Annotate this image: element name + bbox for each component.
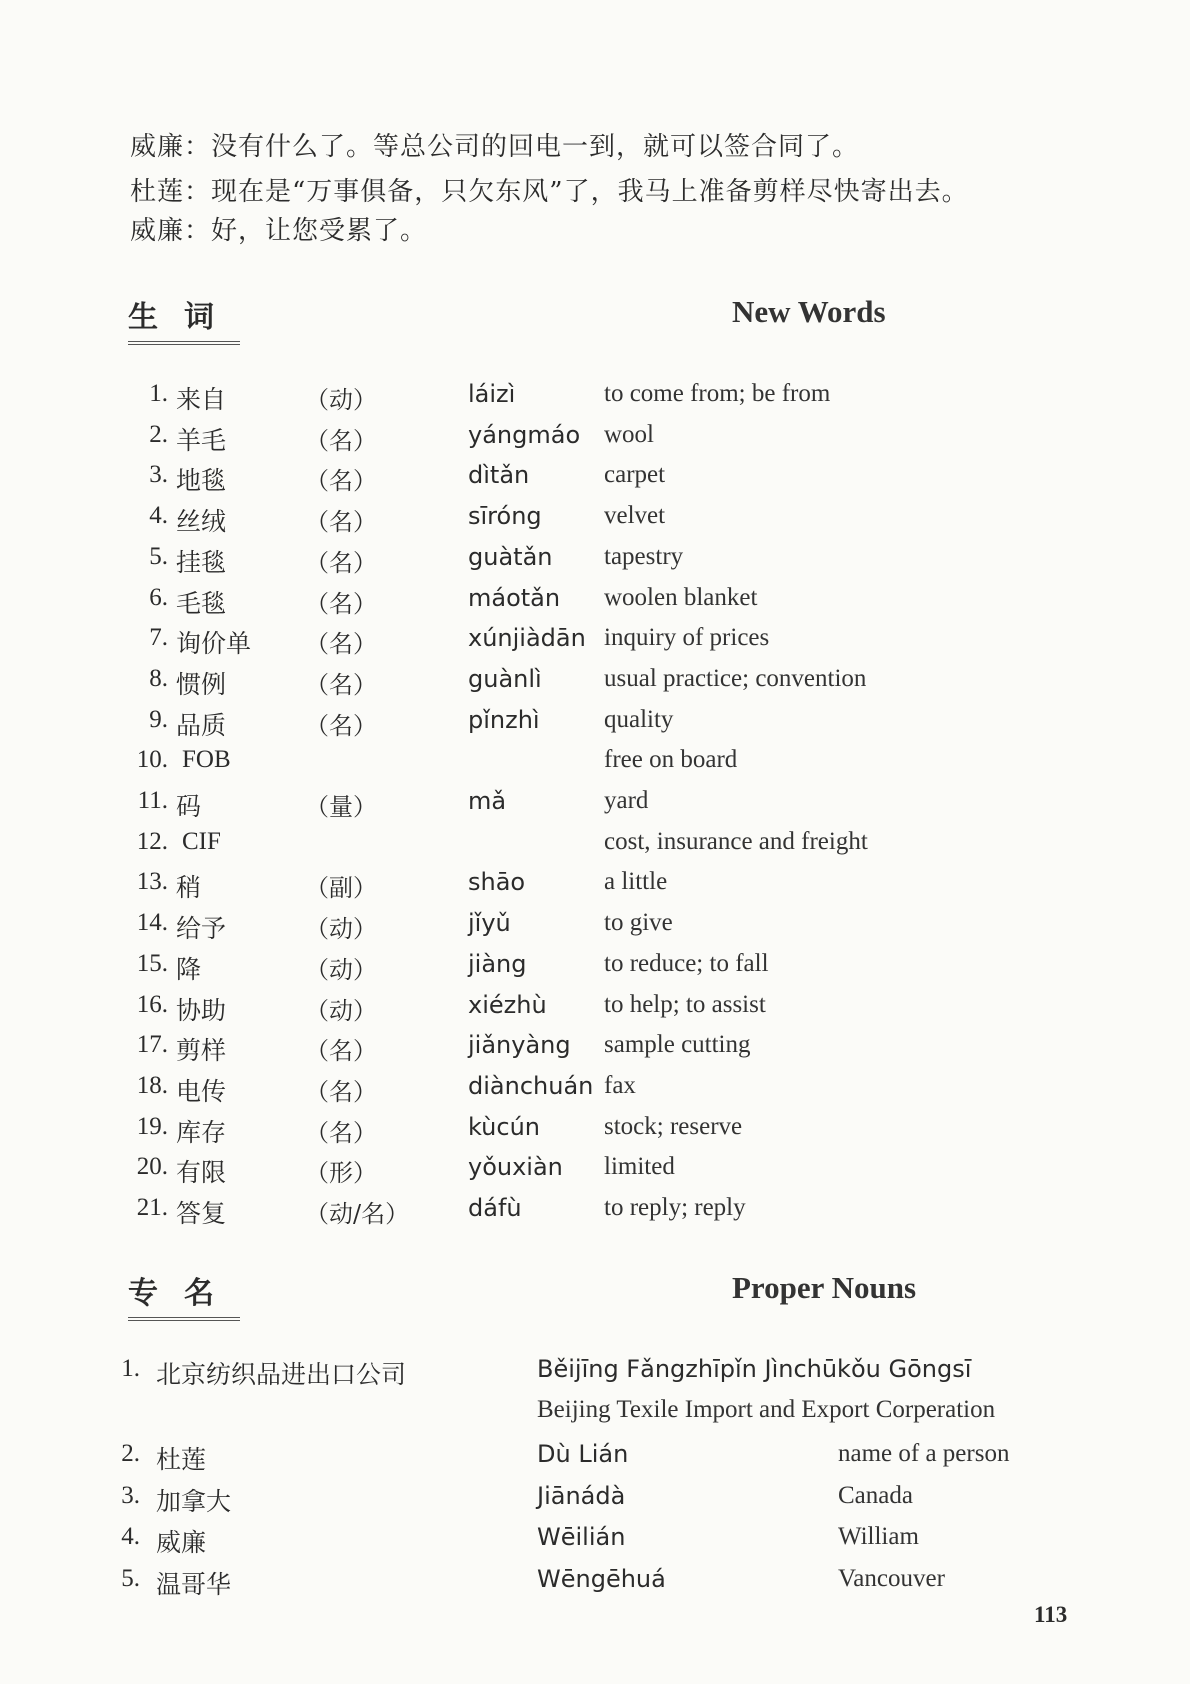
entry-hanzi: 有限: [176, 1158, 227, 1188]
dialogue-text: 没有什么了。等总公司的回电一到，就可以签合同了。: [211, 132, 860, 162]
word-entry: [0, 826, 1190, 862]
entry-english: Vancouver: [838, 1565, 945, 1592]
entry-pinyin: sīróng: [468, 502, 542, 531]
entry-pinyin: máotǎn: [468, 583, 561, 612]
dialogue-line: [130, 216, 427, 246]
entry-pinyin: guànlì: [468, 664, 542, 693]
entry-number: 4.: [121, 1523, 140, 1550]
entry-number: 1.: [149, 380, 168, 407]
entry-english: inquiry of prices: [604, 624, 770, 652]
entry-number: 1.: [121, 1355, 140, 1382]
entry-hanzi: 惯例: [176, 669, 227, 699]
entry-number: 20.: [136, 1153, 168, 1181]
entry-hanzi: 杜莲: [156, 1445, 207, 1474]
entry-pinyin: pǐnzhì: [468, 705, 540, 734]
entry-hanzi: 威廉: [156, 1528, 207, 1557]
entry-part-of-speech: （形）: [305, 1159, 377, 1188]
entry-english: fax: [604, 1071, 636, 1099]
entry-number: 7.: [149, 624, 168, 652]
entry-number: 12.: [136, 827, 168, 855]
dialogue-text: 好，让您受累了。: [211, 216, 428, 246]
entry-part-of-speech: （量）: [305, 793, 377, 821]
word-entry: [0, 907, 1190, 943]
entry-hanzi: 温哥华: [156, 1570, 232, 1599]
new-words-heading: [128, 292, 886, 345]
word-entry: [0, 1192, 1190, 1228]
entry-part-of-speech: （名）: [305, 670, 377, 699]
entry-english: carpet: [604, 461, 666, 489]
entry-english: yard: [604, 787, 649, 814]
proper-nouns-heading: [128, 1268, 917, 1321]
entry-english: limited: [604, 1153, 675, 1181]
entry-pinyin: láizì: [468, 380, 516, 408]
entry-number: 3.: [121, 1482, 140, 1509]
proper-noun-entry: [0, 1353, 1190, 1389]
entry-number: 3.: [149, 461, 168, 489]
entry-pinyin: jiàng: [468, 949, 527, 978]
word-entry: [0, 744, 1190, 780]
entry-hanzi: 库存: [176, 1117, 227, 1147]
entry-part-of-speech: （动）: [305, 955, 377, 984]
entry-number: 18.: [136, 1071, 168, 1099]
entry-number: 8.: [149, 664, 168, 692]
word-entry: [0, 500, 1190, 536]
entry-english: William: [838, 1523, 919, 1550]
word-entry: [0, 622, 1190, 658]
entry-hanzi: 羊毛: [176, 425, 227, 455]
new-words-heading-zh: 生词: [128, 300, 240, 335]
entry-part-of-speech: （名）: [305, 1118, 377, 1147]
entry-part-of-speech: （名）: [305, 711, 377, 740]
entry-pinyin: xiézhù: [468, 990, 547, 1019]
word-entry: [0, 704, 1190, 740]
entry-hanzi: 地毯: [176, 466, 227, 496]
word-entry: [0, 541, 1190, 577]
dialogue-line: [130, 132, 859, 162]
entry-hanzi: 剪样: [176, 1036, 227, 1066]
entry-hanzi: 给予: [176, 914, 227, 944]
entry-part-of-speech: （动）: [305, 996, 377, 1025]
entry-number: 15.: [136, 949, 168, 977]
entry-english: sample cutting: [604, 1031, 751, 1059]
entry-english: Canada: [838, 1482, 913, 1509]
entry-pinyin: jiǎnyàng: [468, 1031, 571, 1060]
entry-hanzi: 协助: [176, 995, 227, 1025]
entry-hanzi: 品质: [176, 710, 227, 740]
word-entry: [0, 419, 1190, 455]
entry-number: 19.: [136, 1112, 168, 1140]
entry-pinyin: dáfù: [468, 1194, 522, 1222]
entry-pinyin: Jiānádà: [537, 1482, 626, 1510]
entry-pinyin: kùcún: [468, 1112, 540, 1141]
entry-english: quality: [604, 705, 674, 733]
entry-hanzi: 北京纺织品进出口公司: [156, 1360, 407, 1389]
entry-part-of-speech: （名）: [305, 467, 377, 496]
entry-part-of-speech: （动）: [305, 915, 377, 944]
proper-noun-entry: [0, 1480, 1190, 1516]
entry-english: a little: [604, 868, 668, 896]
speaker: 威廉：: [130, 132, 212, 162]
entry-part-of-speech: （名）: [305, 1037, 377, 1066]
entry-part-of-speech: （名）: [305, 426, 377, 455]
entry-number: 13.: [136, 868, 168, 896]
entry-pinyin: xúnjiàdān: [468, 624, 586, 653]
entry-hanzi: 稍: [176, 873, 202, 903]
speaker: 杜莲：: [130, 177, 212, 207]
entry-number: 16.: [136, 990, 168, 1018]
entry-part-of-speech: （副）: [305, 874, 377, 903]
proper-nouns-heading-zh: 专名: [128, 1276, 240, 1311]
entry-hanzi: 来自: [176, 385, 227, 414]
word-entry: [0, 459, 1190, 495]
entry-number: 6.: [149, 583, 168, 611]
entry-english: to give: [604, 909, 673, 937]
entry-english: to help; to assist: [604, 990, 766, 1018]
word-entry: [0, 785, 1190, 821]
entry-hanzi: 毛毯: [176, 588, 227, 618]
entry-english: cost, insurance and freight: [604, 827, 868, 855]
entry-part-of-speech: （动）: [305, 386, 377, 414]
speaker: 威廉：: [130, 216, 212, 246]
entry-english: stock; reserve: [604, 1112, 743, 1140]
entry-number: 11.: [137, 787, 168, 814]
entry-hanzi: CIF: [182, 827, 221, 855]
entry-english: usual practice; convention: [604, 664, 867, 692]
entry-pinyin: shāo: [468, 868, 526, 897]
entry-english: to reduce; to fall: [604, 949, 769, 977]
entry-number: 21.: [136, 1194, 168, 1221]
entry-english: velvet: [604, 502, 666, 530]
entry-english: tapestry: [604, 542, 684, 570]
proper-noun-entry: [0, 1438, 1190, 1474]
entry-number: 14.: [136, 909, 168, 937]
entry-hanzi: 答复: [176, 1199, 227, 1228]
dialogue-text: 现在是“万事俱备，只欠东风”了，我马上准备剪样尽快寄出去。: [211, 177, 969, 207]
entry-pinyin: jǐyǔ: [468, 909, 511, 938]
word-entry: [0, 948, 1190, 984]
entry-part-of-speech: （名）: [305, 508, 377, 537]
entry-pinyin: Běijīng Fǎngzhīpǐn Jìnchūkǒu Gōngsī: [537, 1355, 972, 1383]
entry-english: name of a person: [838, 1440, 1010, 1467]
entry-number: 9.: [149, 705, 168, 733]
entry-pinyin: Wēngēhuá: [537, 1565, 666, 1593]
word-entry: [0, 989, 1190, 1025]
entry-english: to reply; reply: [604, 1194, 746, 1221]
entry-english: free on board: [604, 746, 738, 774]
entry-number: 10.: [136, 746, 168, 774]
dialogue-line: [130, 177, 969, 207]
word-entry: [0, 582, 1190, 618]
entry-hanzi: 挂毯: [176, 547, 227, 577]
proper-noun-entry-translation: [0, 1394, 1190, 1430]
word-entry: [0, 1151, 1190, 1187]
proper-noun-entry: [0, 1521, 1190, 1557]
entry-number: 2.: [121, 1440, 140, 1467]
entry-number: 5.: [149, 542, 168, 570]
entry-english: to come from; be from: [604, 380, 831, 407]
entry-part-of-speech: （动/名）: [305, 1200, 410, 1228]
entry-pinyin: diànchuán: [468, 1071, 594, 1100]
entry-part-of-speech: （名）: [305, 1077, 377, 1106]
proper-noun-entry: [0, 1563, 1190, 1599]
entry-part-of-speech: （名）: [305, 589, 377, 618]
entry-hanzi: 电传: [176, 1076, 227, 1106]
word-entry: [0, 1070, 1190, 1106]
entry-number: 2.: [149, 420, 168, 448]
entry-number: 5.: [121, 1565, 140, 1592]
entry-hanzi: FOB: [182, 746, 231, 774]
entry-hanzi: 询价单: [176, 629, 252, 659]
new-words-heading-en: New Words: [732, 294, 886, 329]
entry-part-of-speech: （名）: [305, 630, 377, 659]
entry-pinyin: dìtǎn: [468, 461, 530, 490]
entry-number: 17.: [136, 1031, 168, 1059]
entry-pinyin: guàtǎn: [468, 542, 553, 571]
proper-nouns-heading-en: Proper Nouns: [732, 1270, 917, 1305]
entry-pinyin: yángmáo: [468, 420, 581, 449]
word-entry: [0, 1111, 1190, 1147]
entry-pinyin: Wēilián: [537, 1523, 626, 1551]
entry-pinyin: mǎ: [468, 787, 507, 815]
word-entry: [0, 1029, 1190, 1065]
entry-hanzi: 码: [176, 792, 202, 821]
entry-part-of-speech: （名）: [305, 548, 377, 577]
entry-english: woolen blanket: [604, 583, 758, 611]
word-entry: [0, 663, 1190, 699]
entry-pinyin: yǒuxiàn: [468, 1153, 563, 1182]
entry-hanzi: 加拿大: [156, 1487, 232, 1516]
word-entry: [0, 866, 1190, 902]
entry-hanzi: 降: [176, 954, 202, 984]
word-entry: [0, 378, 1190, 414]
page-number: 113: [1034, 1602, 1068, 1627]
entry-english: Beijing Texile Import and Export Corperation: [537, 1396, 996, 1423]
entry-hanzi: 丝绒: [176, 507, 227, 537]
entry-pinyin: Dù Lián: [537, 1440, 629, 1468]
entry-english: wool: [604, 420, 654, 448]
entry-number: 4.: [149, 502, 168, 530]
